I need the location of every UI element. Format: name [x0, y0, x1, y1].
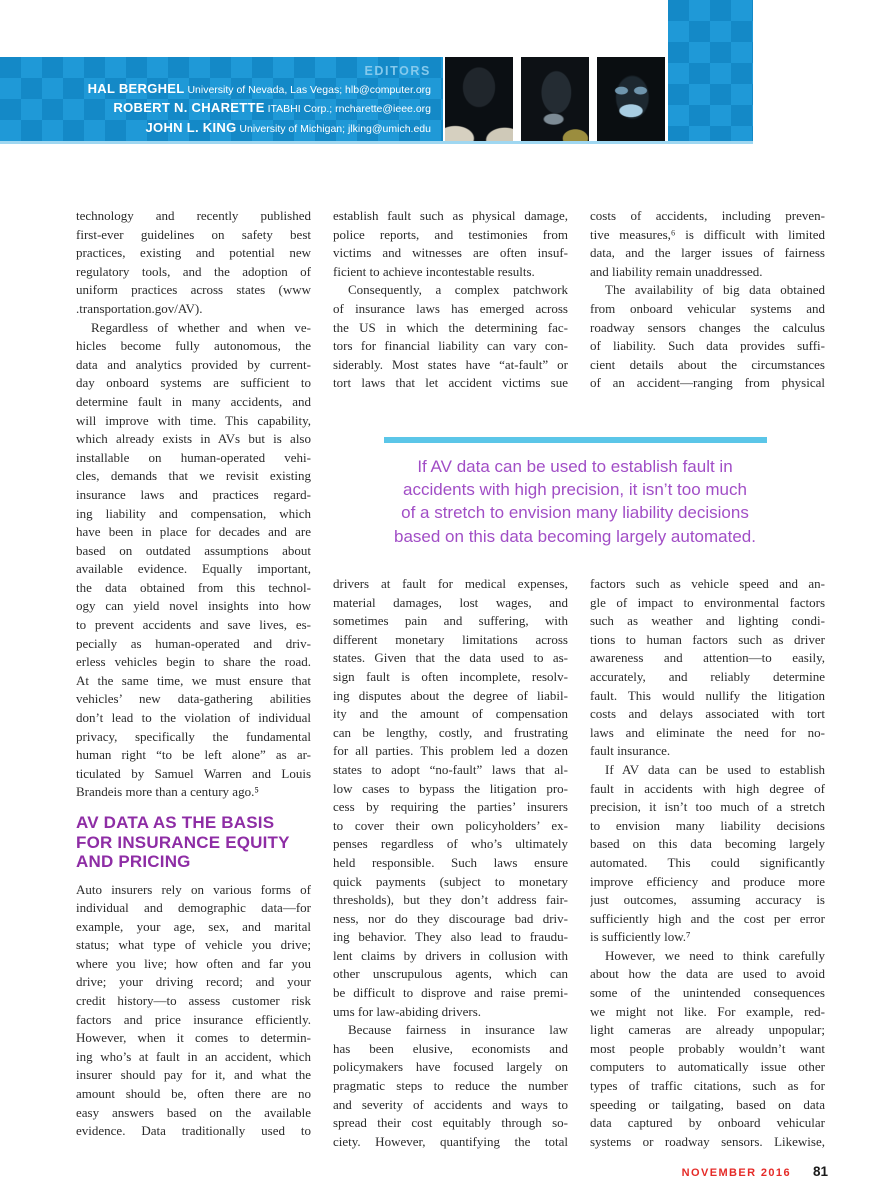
- pull-quote-bar: [384, 437, 767, 443]
- text-line: ing liability and compensation, which: [76, 505, 311, 521]
- text-line: where you live; how often and far you: [76, 955, 311, 971]
- text-line: AND PRICING: [76, 852, 191, 871]
- text-line: vehicles’ new data-gathering abilities: [76, 691, 311, 707]
- text-line: tions to human factors such as driver: [590, 631, 825, 647]
- header-banner: [0, 57, 443, 141]
- text-line: installable on human-operated vehi-: [76, 449, 311, 465]
- section-heading: [76, 813, 311, 872]
- text-line: insurer should pay for it, and what the: [76, 1067, 311, 1083]
- text-line: such as weather and lighting condi-: [590, 613, 825, 629]
- text-line: sign fault is often incomplete, resolv-: [333, 668, 568, 684]
- text-line: AV DATA AS THE BASIS: [76, 813, 275, 832]
- column-1-top-text: [76, 207, 311, 802]
- text-line: cess by requiring the parties’ insurers: [333, 799, 568, 815]
- text-line: penses regardless of who’s ultimately: [333, 836, 568, 852]
- text-line: erless vehicles begin to share the road.: [76, 654, 311, 670]
- text-line: pecially as human-operated and driv-: [76, 635, 311, 651]
- text-line: costs and delays associated with tort: [590, 706, 825, 722]
- text-line: have been in place for decades and are: [76, 524, 311, 540]
- column-1-bottom-text: [76, 881, 311, 1141]
- text-line: If AV data can be used to establish: [605, 761, 825, 777]
- header-underline: [0, 141, 753, 144]
- header-checker-strip: [668, 0, 753, 141]
- editor-affiliation: University of Nevada, Las Vegas; hlb@computer.org: [187, 84, 431, 96]
- column-2-top: [333, 207, 568, 393]
- editor-name: ROBERT N. CHARETTE: [113, 100, 265, 116]
- text-line: uniform practices across states (www: [76, 282, 311, 298]
- text-line: determine fault in many accidents, and: [76, 393, 311, 409]
- text-line: human right “to be left alone” as ar-: [76, 747, 311, 763]
- text-line: The availability of big data obtained: [605, 282, 825, 298]
- text-line: types of traffic citations, such as for: [590, 1078, 825, 1094]
- text-line: sometimes pain and suffering, with: [333, 613, 568, 629]
- text-line: However, when it comes to determin-: [76, 1030, 311, 1046]
- editor-row: [0, 80, 431, 99]
- editor-affiliation: University of Michigan; jlking@umich.edu: [239, 122, 431, 135]
- text-line: example, your age, sex, and marital: [76, 918, 311, 934]
- text-line: ficient to achieve incontestable results.: [333, 263, 535, 279]
- text-line: which already exists in AVs but is also: [76, 431, 311, 447]
- text-line: Regardless of whether and when ve-: [91, 319, 311, 335]
- text-line: just outcomes, assuming accuracy is: [590, 892, 825, 908]
- text-line: siderably. Most states have “at-fault” or: [333, 356, 568, 372]
- text-line: hicles become fully autonomous, the: [76, 338, 311, 354]
- text-line: spread their cost equitably through so-: [333, 1115, 568, 1131]
- text-line: costs of accidents, including preven-: [590, 208, 825, 223]
- text-line: thresholds), but they don’t address fair-: [333, 892, 568, 908]
- text-line: of insurance laws has emerged across: [333, 300, 568, 316]
- text-line: data captured by onboard vehicular: [590, 1115, 825, 1131]
- text-line: At the same time, we must ensure that: [76, 672, 311, 688]
- text-line: ciety. However, quantifying the total: [333, 1133, 568, 1149]
- text-line: factors and price insurance efficiently.: [76, 1011, 311, 1027]
- editor-affiliation: ITABHI Corp.; rncharette@ieee.org: [267, 103, 431, 116]
- text-line: day onboard systems are sufficient to: [76, 375, 311, 391]
- text-line: awareness and attention—to easily,: [590, 650, 825, 666]
- text-line: individual and demographic data—for: [76, 900, 311, 916]
- text-line: establish fault such as physical damage,: [333, 208, 568, 223]
- text-line: factors such as vehicle speed and an-: [590, 576, 825, 591]
- text-line: based on this data becoming largely: [590, 836, 825, 852]
- text-line: ing behavior. They also lead to fraudu-: [333, 929, 568, 945]
- text-line: to prevent accidents and save lives, es-: [76, 617, 311, 633]
- text-line: gle of impact to environmental factors: [590, 594, 825, 610]
- text-line: practices, existing and potential new: [76, 245, 311, 261]
- text-line: data and analytics provided by current-: [76, 356, 311, 372]
- text-line: credit history—to assess customer risk: [76, 993, 311, 1009]
- text-line: low cases to bypass the litigation pro-: [333, 780, 568, 796]
- text-line: accidents with high precision, it isn’t too much: [403, 480, 747, 500]
- text-line: will improve with time. This capability,: [76, 412, 311, 428]
- text-line: If AV data can be used to establish fault in: [417, 457, 733, 476]
- footer-issue-date: NOVEMBER 2016: [681, 1167, 791, 1179]
- text-line: different monetary limitations across: [333, 631, 568, 647]
- text-line: computers to automatically issue other: [590, 1059, 825, 1075]
- text-line: the US in which the determining fac-: [333, 319, 568, 335]
- editor-photo-john-king: [597, 57, 665, 141]
- text-line: victims and witnesses are often insuf-: [333, 245, 568, 261]
- text-line: ness, nor do they discourage bad driv-: [333, 910, 568, 926]
- text-line: cient details about the circumstances: [590, 356, 825, 372]
- column-1: [76, 207, 311, 1141]
- text-line: ity and the amount of compensation: [333, 706, 568, 722]
- text-line: tort laws that let accident victims sue: [333, 375, 568, 391]
- text-line: fault. This would nullify the litigation: [590, 687, 825, 703]
- text-line: amount should be, often there are no: [76, 1086, 311, 1102]
- text-line: fault in accidents with high degree of: [590, 780, 825, 796]
- text-line: has been elusive, economists and: [333, 1040, 568, 1056]
- text-line: held responsible. Such laws ensure: [333, 854, 568, 870]
- text-line: evidence. Data traditionally used to: [76, 1123, 311, 1139]
- text-line: speeding or tailgating, based on data: [590, 1096, 825, 1112]
- text-line: Consequently, a complex patchwork: [348, 282, 568, 298]
- text-line: we might not like. For example, red-: [590, 1003, 825, 1019]
- text-line: ing disputes about the degree of liabil-: [333, 687, 568, 703]
- text-line: is sufficiently low.⁷: [590, 929, 691, 945]
- text-line: data, and the larger issues of fairness: [590, 245, 825, 261]
- text-line: accurately, and reliably determine: [590, 668, 825, 684]
- text-line: ums for law-abiding drivers.: [333, 1003, 482, 1019]
- text-line: .transportation.gov/AV).: [76, 300, 203, 316]
- text-line: and liability remain unaddressed.: [590, 263, 763, 279]
- text-line: laws and eliminate the need for no-: [590, 724, 825, 740]
- text-line: technology and recently published: [76, 208, 311, 223]
- column-2-bottom: [333, 575, 568, 1151]
- text-line: about how the data are used to avoid: [590, 966, 825, 982]
- text-line: roadway sensors changes the calculus: [590, 319, 825, 335]
- editor-photos: [445, 57, 665, 141]
- text-line: privacy, specifically the fundamental: [76, 728, 311, 744]
- text-line: don’t lead to the violation of individual: [76, 710, 311, 726]
- text-line: can be lengthy, costly, and frustrating: [333, 724, 568, 740]
- text-line: of a stretch to envision many liability decisions: [401, 503, 749, 523]
- text-line: first-ever guidelines on safety best: [76, 226, 311, 242]
- text-line: precision, it isn’t too much of a stretch: [590, 799, 825, 815]
- text-line: Brandeis more than a century ago.⁵: [76, 784, 259, 800]
- pull-quote: [330, 437, 820, 548]
- text-line: FOR INSURANCE EQUITY: [76, 832, 290, 852]
- text-line: However, we need to think carefully: [605, 947, 825, 963]
- text-line: policymakers have focused largely on: [333, 1059, 568, 1075]
- footer-page-number: 81: [812, 1164, 828, 1179]
- text-line: to envision many liability decisions: [590, 817, 825, 833]
- text-line: based on this data becoming largely automated.: [394, 526, 756, 546]
- text-line: of an accident—ranging from physical: [590, 375, 825, 391]
- text-line: available evidence. Equally important,: [76, 561, 311, 577]
- text-line: ogy can yield novel insights into how: [76, 598, 311, 614]
- text-line: and severity of accidents and ways to: [333, 1096, 568, 1112]
- text-line: Auto insurers rely on various forms of: [76, 881, 311, 897]
- editor-name: JOHN L. KING: [145, 119, 237, 135]
- text-line: drivers at fault for medical expenses,: [333, 576, 568, 591]
- text-line: some of the unintended consequences: [590, 985, 825, 1001]
- text-line: ticulated by Samuel Warren and Louis: [76, 765, 311, 781]
- text-line: be difficult to disprove and raise premi-: [333, 985, 568, 1001]
- text-line: based on outdated assumptions about: [76, 542, 311, 558]
- editor-row: [0, 99, 431, 118]
- text-line: easy answers based on the available: [76, 1104, 311, 1120]
- text-line: automated. This could significantly: [590, 854, 825, 870]
- editor-photo-robert-charette: [521, 57, 589, 141]
- editors-label: EDITORS: [364, 64, 431, 78]
- text-line: quick payments (subject to monetary: [333, 873, 568, 889]
- text-line: tors for financial liability can vary con-: [333, 338, 568, 354]
- editor-photo-hal-berghel: [445, 57, 513, 141]
- text-line: ing who’s at fault in an accident, which: [76, 1048, 311, 1064]
- text-line: from onboard vehicular systems and: [590, 300, 825, 316]
- text-line: light cameras are already unpopular;: [590, 1022, 825, 1038]
- text-line: the data obtained from this technol-: [76, 579, 311, 595]
- editor-row: [0, 119, 431, 138]
- column-3-bottom: [590, 575, 825, 1151]
- text-line: most people probably wouldn’t want: [590, 1040, 825, 1056]
- text-line: states to adopt “no-fault” laws that al-: [333, 761, 568, 777]
- text-line: pragmatic steps to reduce the number: [333, 1078, 568, 1094]
- text-line: drive; your driving record; and your: [76, 974, 311, 990]
- text-line: police reports, and testimonies from: [333, 226, 568, 242]
- text-line: regulatory tools, and the adoption of: [76, 263, 311, 279]
- pull-quote-text: [330, 455, 820, 548]
- text-line: systems or roadway sensors. Likewise,: [590, 1133, 825, 1149]
- text-line: tive measures,⁶ is difficult with limited: [590, 226, 825, 242]
- text-line: cles, demands that we revisit existing: [76, 468, 311, 484]
- editor-name: HAL BERGHEL: [87, 81, 185, 96]
- text-line: states. Given that the data used to as-: [333, 650, 568, 666]
- text-line: other unscrupulous agents, which can: [333, 966, 568, 982]
- text-line: Because fairness in insurance law: [348, 1022, 568, 1038]
- text-line: improve efficiency and produce more: [590, 873, 825, 889]
- text-line: for all parties. This problem led a dozen: [333, 743, 568, 759]
- text-line: to cover their own policyholders’ ex-: [333, 817, 568, 833]
- text-line: sufficiently high and the cost per error: [590, 910, 825, 926]
- column-3-top: [590, 207, 825, 393]
- text-line: of liability. Such data provides suffi-: [590, 338, 825, 354]
- text-line: fault insurance.: [590, 743, 671, 759]
- page-footer: [682, 1164, 828, 1179]
- text-line: lent claims by drivers in collusion with: [333, 947, 568, 963]
- text-line: status; what type of vehicle you drive;: [76, 937, 311, 953]
- text-line: material damages, lost wages, and: [333, 594, 568, 610]
- text-line: insurance laws and practices regard-: [76, 486, 311, 502]
